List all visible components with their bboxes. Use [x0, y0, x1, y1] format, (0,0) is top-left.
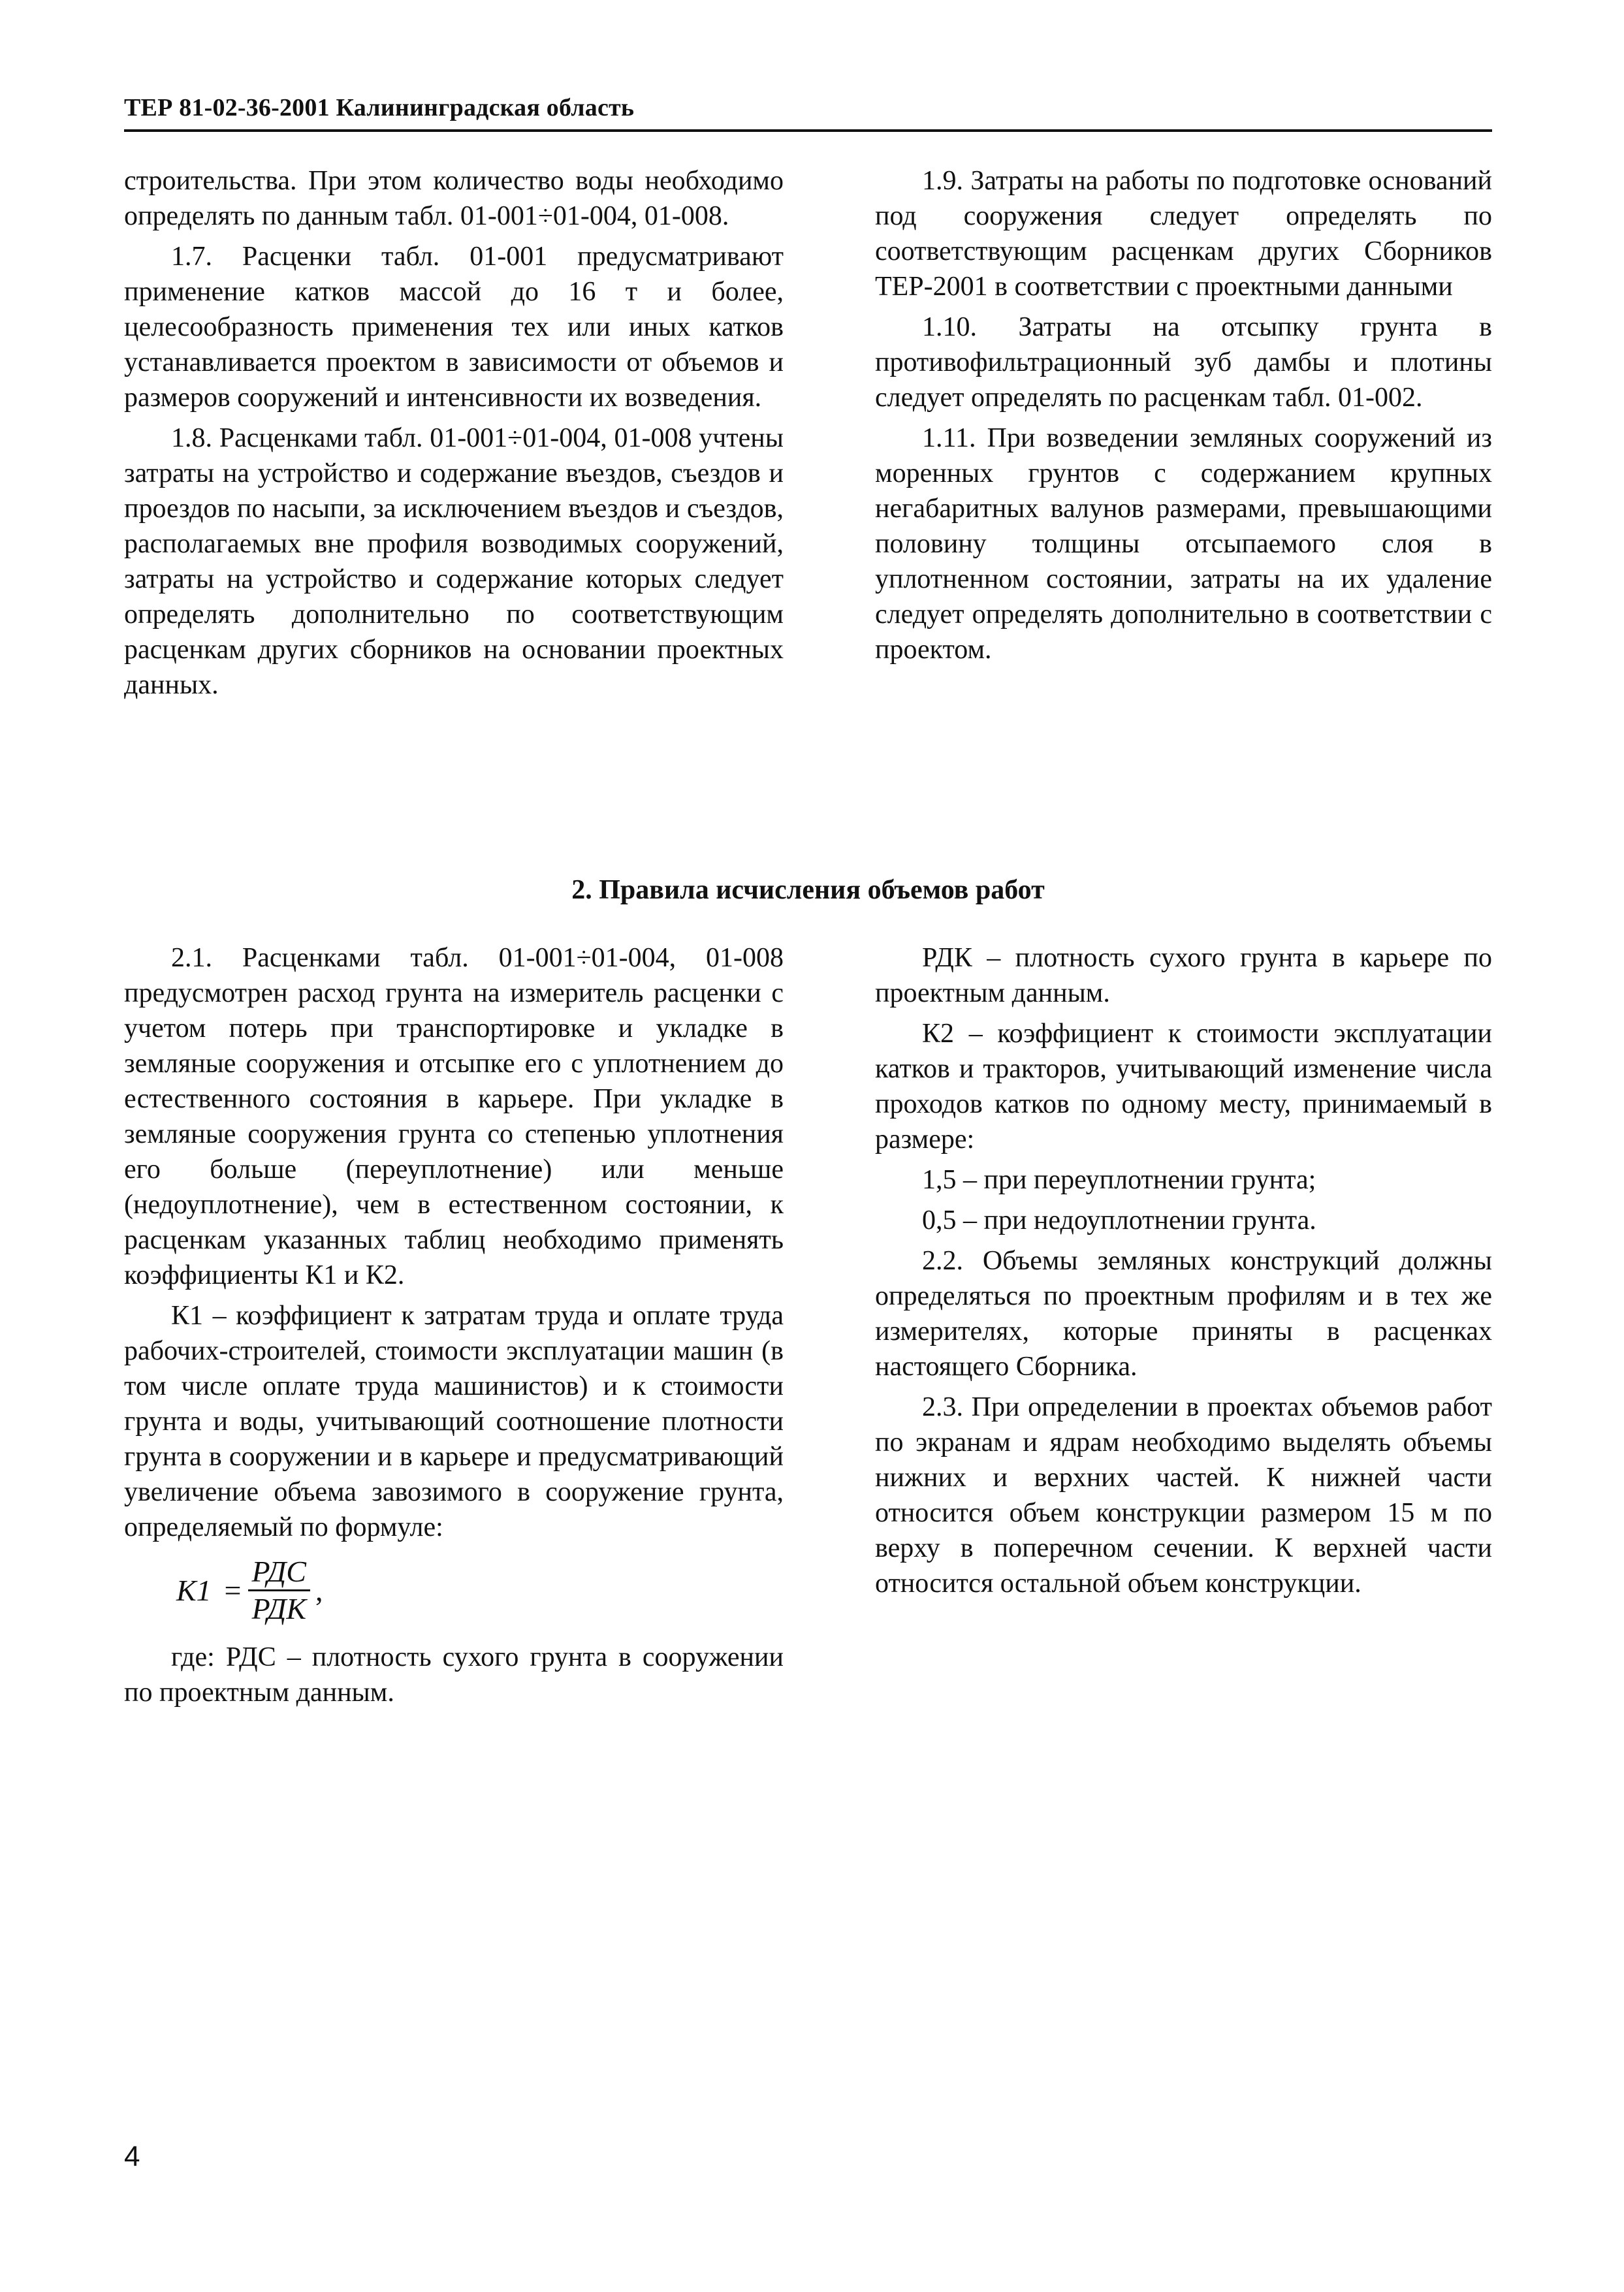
- paragraph: строительства. При этом количество воды необходимо определять по данным табл. 01-001÷01-004, 01-008.: [124, 166, 784, 231]
- paragraph-k2-value-over: 1,5 – при переуплотнении грунта;: [922, 1165, 1316, 1195]
- running-header: [124, 91, 1492, 132]
- paragraph-2-2: 2.2. Объемы земляных конструкций должны определяться по проектным профилям и в тех же измерителях, которые приняты в расценках настоящего Сборника.: [875, 1246, 1492, 1382]
- paragraph-2-1: 2.1. Расценками табл. 01-001÷01-004, 01-008 предусмотрен расход грунта на измеритель расценки с учетом потерь при транспортировке и укладке в земляные сооружения и отсыпке его с уплотнением до естественного состояния в карьере. При укладке в земляные сооружения грунта со степенью уплотнения его больше (переуплотнение) или меньше (недоуплотнение), чем в естественном состоянии, к расценкам указанных таблиц необходимо применять коэффициенты К1 и К2.: [124, 943, 784, 1290]
- paragraph-2-3: 2.3. При определении в проектах объемов работ по экранам и ядрам необходимо выделять объемы нижних и верхних частей. К нижней части относится объем конструкции размером 15 м по верху в поперечном сечении. К верхней части относится остальной объем конструкции.: [875, 1392, 1492, 1599]
- formula-denominator: РДК: [251, 1592, 306, 1625]
- paragraph-1-10: 1.10. Затраты на отсыпку грунта в противофильтрационный зуб дамбы и плотины следует определять по расценкам табл. 01-002.: [875, 312, 1492, 413]
- paragraph-k1-definition: К1 – коэффициент к затратам труда и оплате труда рабочих-строителей, стоимости эксплуатации машин (в том числе оплате труда машинистов) и к стоимости грунта и воды, учитывающий соотношение плотности грунта в сооружении и в карьере и предусматривающий увеличение объема завозимого в сооружение грунта, определяемый по формуле:: [124, 1301, 784, 1542]
- left-column-top: [124, 163, 784, 708]
- paragraph-k2-value-under: 0,5 – при недоуплотнении грунта.: [922, 1205, 1316, 1235]
- right-column-top: [875, 163, 1492, 673]
- formula-lhs: К1: [176, 1573, 212, 1607]
- paragraph-1-7: 1.7. Расценки табл. 01-001 предусматривают применение катков массой до 16 т и более, целесообразность применения тех или иных катков устанавливается проектом в зависимости от объемов и размеров сооружений и интенсивности их возведения.: [124, 242, 784, 413]
- paragraph-rdk-definition: РДК – плотность сухого грунта в карьере по проектным данным.: [875, 943, 1492, 1008]
- k1-formula: [176, 1554, 784, 1627]
- header-title: ТЕР 81-02-36-2001 Калининградская область: [124, 94, 635, 121]
- paragraph-rds-definition: где: РДС – плотность сухого грунта в сооружении по проектным данным.: [124, 1642, 784, 1708]
- paragraph-1-9: 1.9. Затраты на работы по подготовке оснований под сооружения следует определять по соответствующим расценкам других Сборников ТЕР-2001 в соответствии с проектными данными: [875, 166, 1492, 302]
- formula-comma: ,: [315, 1573, 323, 1607]
- paragraph-1-11: 1.11. При возведении земляных сооружений из моренных грунтов с содержанием крупных негабаритных валунов размерами, превышающими половину толщины отсыпаемого слоя в уплотненном состоянии, затраты на их удаление следует определять дополнительно в соответствии с проектом.: [875, 423, 1492, 665]
- section-title: 2. Правила исчисления объемов работ: [571, 875, 1045, 905]
- right-column-bottom: [875, 940, 1492, 1606]
- formula-equals: =: [224, 1573, 242, 1607]
- formula-numerator: РДС: [248, 1554, 311, 1591]
- left-column-bottom: [124, 940, 784, 1715]
- paragraph-1-8: 1.8. Расценками табл. 01-001÷01-004, 01-008 учтены затраты на устройство и содержание въездов, съездов и проездов по насыпи, за исключением въездов и съездов, располагаемых вне профиля возводимых сооружений, затраты на устройство и содержание которых следует определять дополнительно по соответствующим расценкам других сборников на основании проектных данных.: [124, 423, 784, 700]
- paragraph-k2-definition: К2 – коэффициент к стоимости эксплуатации катков и тракторов, учитывающий изменение числа проходов катков по одному месту, принимаемый в размере:: [875, 1019, 1492, 1154]
- formula-fraction: [248, 1554, 311, 1627]
- page-number: 4: [124, 2141, 140, 2173]
